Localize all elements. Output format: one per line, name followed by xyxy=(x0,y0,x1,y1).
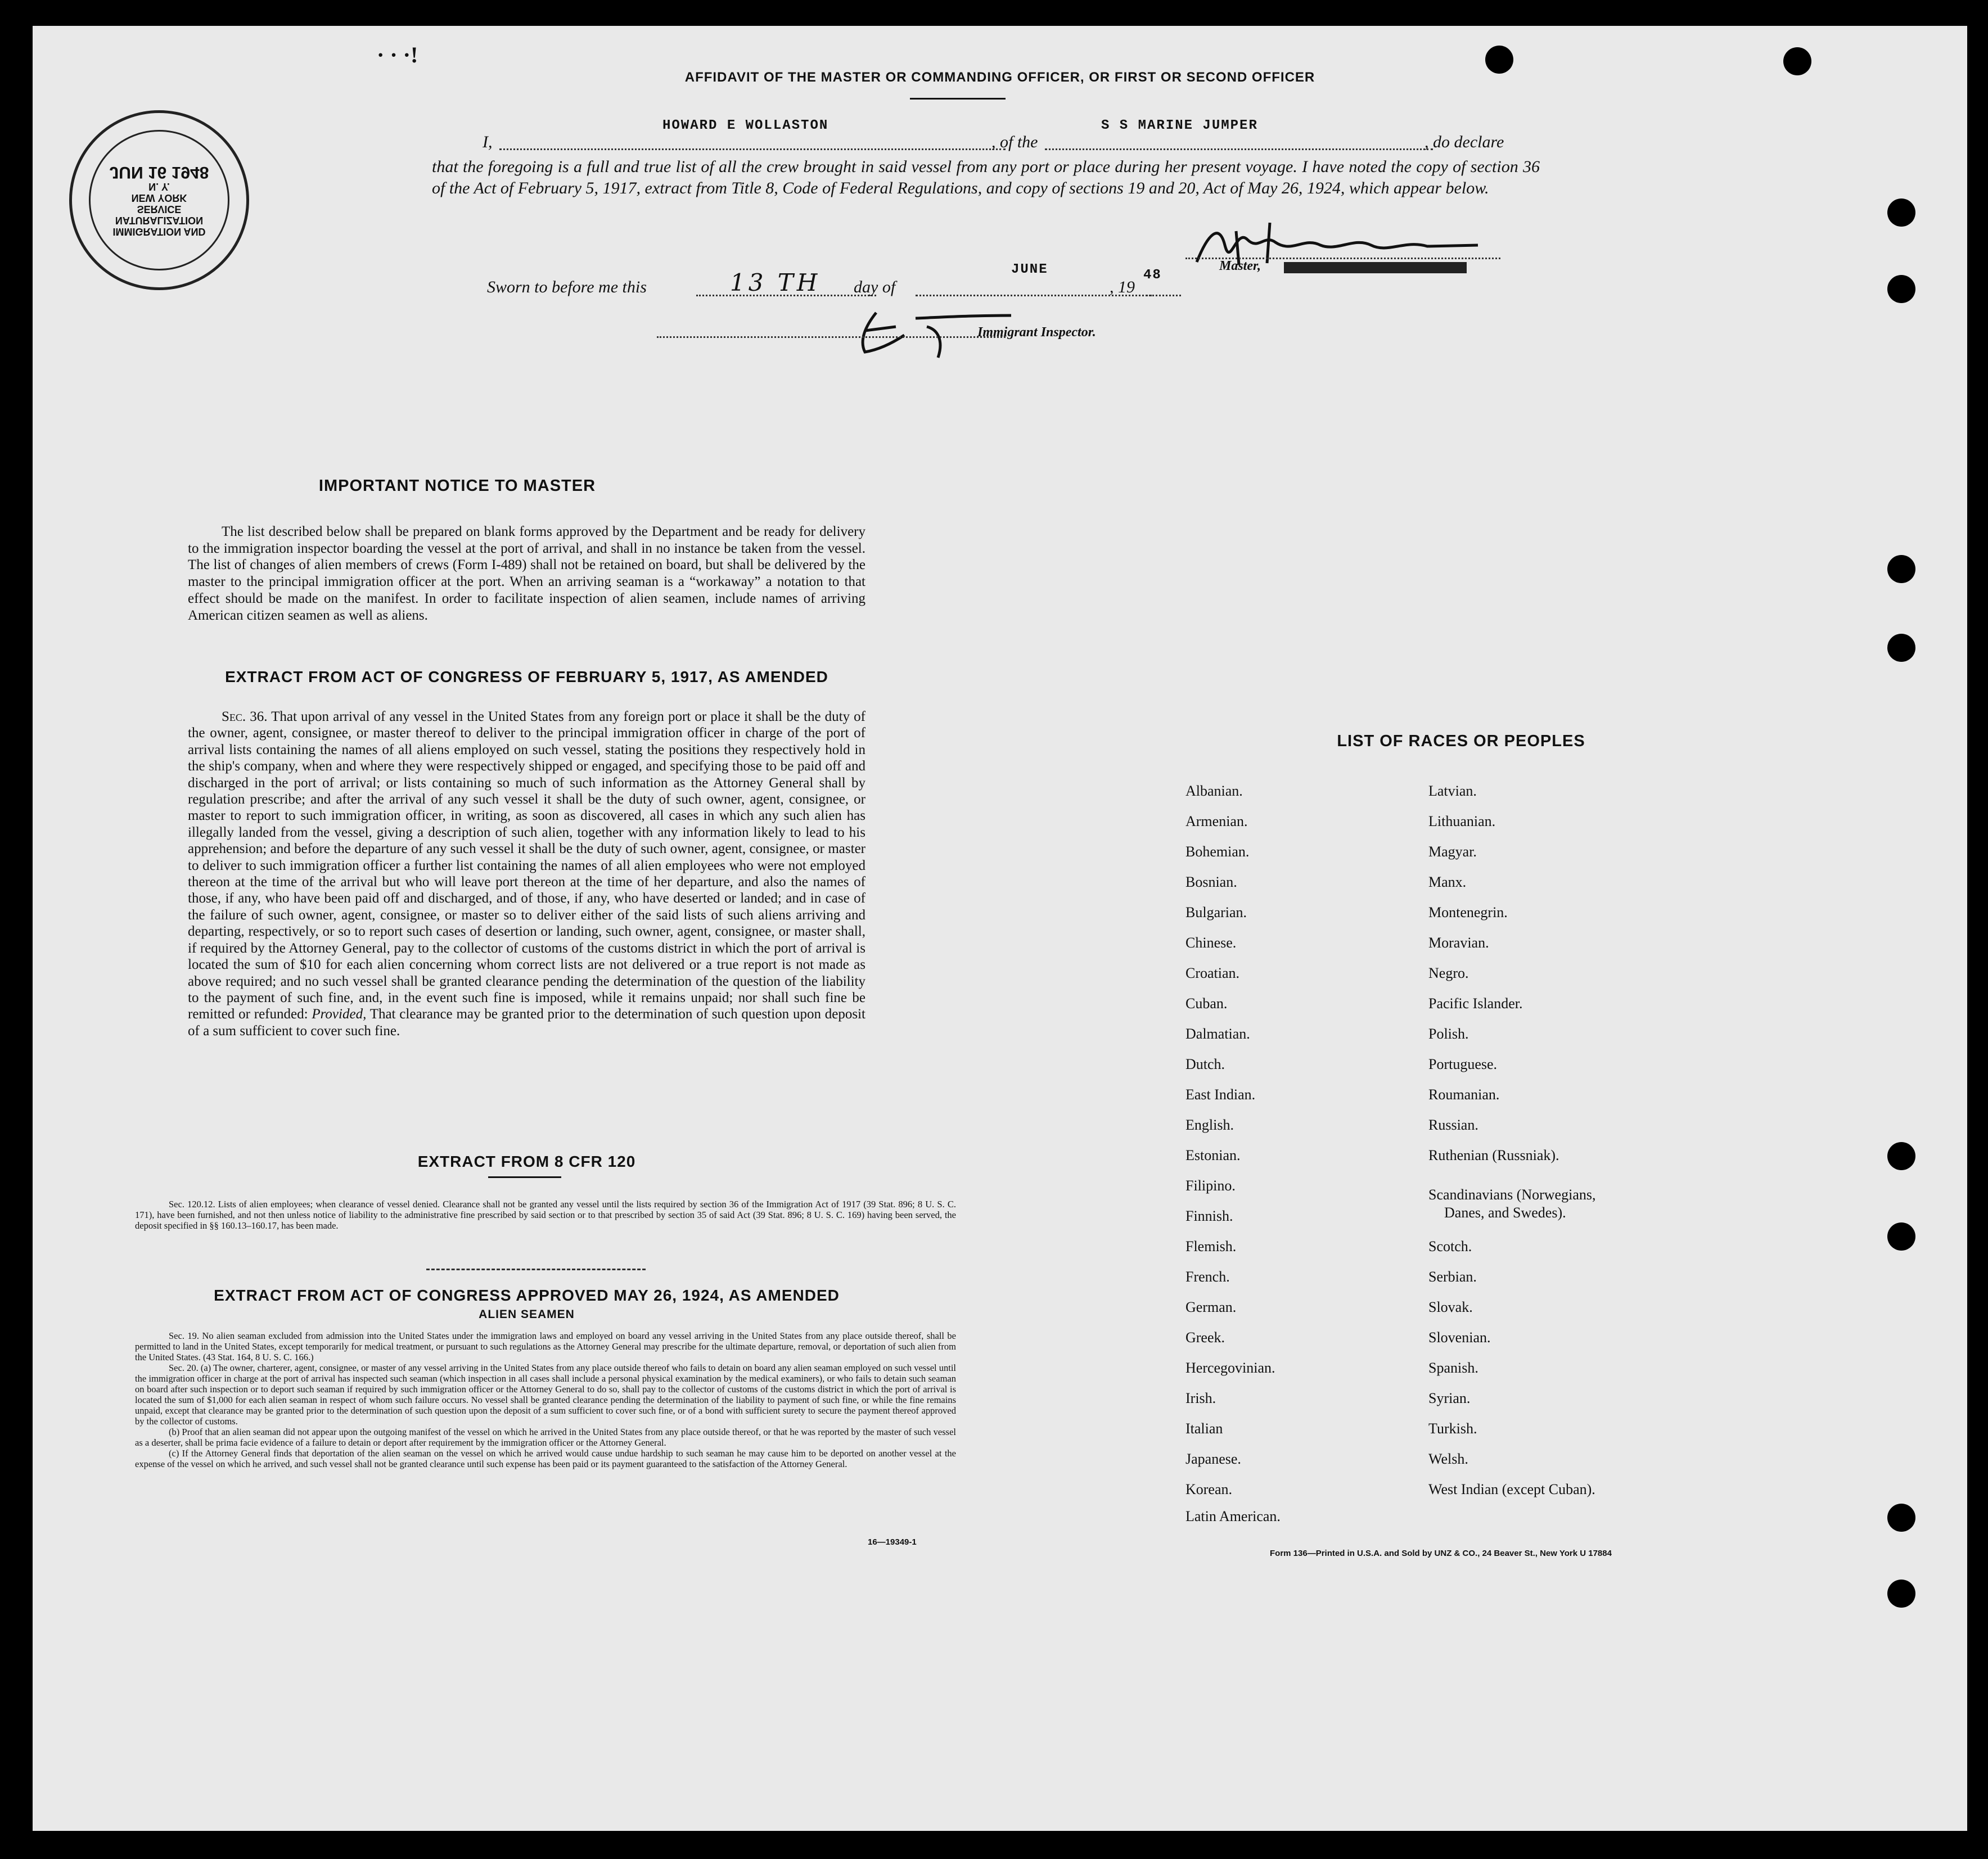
race-item: Welsh. xyxy=(1428,1451,1468,1467)
sworn-month: JUNE xyxy=(1011,262,1048,277)
race-item: Filipino. xyxy=(1185,1177,1236,1194)
stamp-line-2: NATURALIZATION xyxy=(115,215,204,226)
race-item: Spanish. xyxy=(1428,1360,1478,1376)
stamp-line-5: N. Y. xyxy=(148,181,170,192)
race-item: Serbian. xyxy=(1428,1269,1477,1285)
extract-1924-title: EXTRACT FROM ACT OF CONGRESS APPROVED MAY 26, 1924, AS AMENDED xyxy=(214,1287,840,1304)
master-label: Master, xyxy=(1219,259,1261,273)
stamp-line-4: NEW YORK xyxy=(131,192,187,204)
race-item: Bosnian. xyxy=(1185,874,1237,890)
sworn-day: 13 TH xyxy=(730,269,821,296)
cfr-body: Sec. 120.12. Lists of alien employees; when clearance of vessel denied. Clearance shall not be granted any vessel until the lists required by section 36 of the Immigration Act of 1917 (39 Stat. 896; 8 U. S. C. 171), have been furnished, and not then unless notice of liability to the administrative fine prescribed by said section or to that prescribed by section 35 of said Act (39 Stat. 896; 8 U. S. C. 169) having been served, the deposit specified in §§ 160.13–160.17, has been made. xyxy=(135,1199,956,1231)
punch-hole xyxy=(1887,275,1915,303)
sec-36-text: That upon arrival of any vessel in the United States from any foreign port or place it shall be the duty of the owner, agent, consignee, or master thereof to deliver to the principal immigration officer in charge of the port of arrival lists containing the names of all aliens employed on such vessel, stating the positions they respectively hold in the ship's company, when and where they were respectively shipped or engaged, and specifying those to be paid off and discharged in the port of arrival; or lists containing so much of such information as the Attorney General shall by regulation prescribe; and after the arrival of any such vessel it shall be the duty of such owner, agent, consignee, or master to report to such immigration officer, in writing, as soon as discovered, all cases in which any such alien has illegally landed from the vessel, giving a description of such alien, together with any information likely to lead to his apprehension; and before the departure of any such vessel it shall be the duty of such owner, agent, consignee, or master to deliver to such immigration officer a further list containing the names of all alien employees who were not employed thereon at the time of the arrival but who will leave port thereon at the time of her departure, and also the names of those, if any, who have been paid off and discharged, and of those, if any, who have deserted or landed; and in case of the failure of such owner, agent, consignee, or master so to deliver either of the said lists of such aliens arriving and departing, respectively, or so to report such cases of desertion or landing, such owner, agent, consignee, or master shall, if required by the Attorney General, pay to the collector of customs of the customs district in which the port of arrival is located the sum of $10 for each alien concerning whom correct lists are not delivered or a true report is not made as above required; and no such vessel shall be granted clearance pending the determination of the question of the liability to the payment of such fine, and, in the event such fine is imposed, while it remains unpaid; nor shall such fine be remitted or refunded: xyxy=(188,709,865,1022)
day-of-text: day of xyxy=(854,278,896,296)
punch-hole xyxy=(1887,1222,1915,1251)
master-name: HOWARD E WOLLASTON xyxy=(662,118,829,133)
notice-title: IMPORTANT NOTICE TO MASTER xyxy=(318,477,596,495)
race-item: Bohemian. xyxy=(1185,843,1250,860)
race-item: Negro. xyxy=(1428,965,1469,981)
sec-20c: (c) If the Attorney General finds that deportation of the alien seaman on the vessel on which he arrived would cause undue hardship to such seaman he may cause him to be deported on another vessel at the expense of the vessel on which he arrived, and such vessel shall not be granted clearance until such expense has been paid or its payment guaranteed to the satisfaction of the Attorney General. xyxy=(135,1448,956,1469)
ink-speck: · · ·! xyxy=(377,42,418,67)
stamp-date: JUN 16 1948 xyxy=(109,163,209,182)
sec-20a: Sec. 20. (a) The owner, charterer, agent, consignee, or master of any vessel arriving in the United States from any place outside thereof who fails to detain on board any alien seaman employed on such vessel until the immigration officer in charge at the port of arrival has inspected such seaman (which inspection in all cases shall include a personal physical examination by the medical examiners), or who fails to detain such seaman on board after such inspection or to deport such seaman if required by such immigration officer or the Attorney General to do so, shall pay to the collector of customs of the customs district in which the port of arrival is located the sum of $1,000 for each alien seaman in respect of whom such failure occurs. No vessel shall be granted clearance pending the determination of the liability to payment of such fine, or while the fine remains unpaid, except that clearance may be granted prior to the determination of such question upon the deposit of a sum sufficient to cover such fine, or of a bond with sufficient surety to secure the payment thereof approved by the collector of customs. xyxy=(135,1362,956,1427)
race-item: Manx. xyxy=(1428,874,1467,890)
form-code: 16—19349-1 xyxy=(868,1537,917,1547)
race-item: Roumanian. xyxy=(1428,1086,1500,1103)
sec-20b: (b) Proof that an alien seaman did not appear upon the outgoing manifest of the vessel on which he arrived in the United States from any place outside thereof, or that he was reported by the master of such vessel as a deserter, shall be prima facie evidence of a failure to detain or deport after requirement by the immigration officer or the Attorney General. xyxy=(135,1427,956,1448)
affidavit-body: that the foregoing is a full and true list of all the crew brought in said vessel from any port or place during her present voyage. I have noted the copy of section 36 of the Act of February 5, 1917, extract from Title 8, Code of Federal Regulations, and copy of sections 19 and 20, Act of May 26, 1924, which appear below. xyxy=(432,157,1540,197)
punch-hole xyxy=(1887,1142,1915,1170)
stamp-line-3: SERVICE xyxy=(137,204,182,215)
punch-hole xyxy=(1887,198,1915,227)
race-item: Portuguese. xyxy=(1428,1056,1498,1072)
vessel-line xyxy=(1045,148,1433,150)
punch-hole xyxy=(1887,1580,1915,1608)
extract-1917-title: EXTRACT FROM ACT OF CONGRESS OF FEBRUARY 5, 1917, AS AMENDED xyxy=(225,668,828,685)
extract-1924-subtitle: ALIEN SEAMEN xyxy=(479,1308,575,1321)
sec-19: Sec. 19. No alien seaman excluded from admission into the United States under the immigration laws and employed on board any vessel arriving in the United States from any place outside thereof, shall be permitted to land in the United States, except temporarily for medical treatment, or pursuant to such regulations as the Attorney General may prescribe for the ultimate departure, removal, or deportation of such alien from the United States. (43 Stat. 164, 8 U. S. C. 166.) xyxy=(135,1330,956,1362)
notice-body: The list described below shall be prepared on blank forms approved by the Department and be ready for delivery to the immigration inspector boarding the vessel at the port of arrival, and shall in no instance be taken from the vessel. The list of changes of alien members of crews (Form I-489) shall not be retained on board, but shall be delivered by the master to the principal immigration officer at the port. When an arriving seaman is a “workaway” a notation to that effect should be made on the manifest. In order to facilitate inspection of alien seamen, include names of arriving American citizen seamen as well as aliens. xyxy=(188,524,865,623)
race-item: Turkish. xyxy=(1428,1420,1477,1437)
race-item: Ruthenian (Russniak). xyxy=(1428,1147,1559,1163)
name-line xyxy=(499,148,1006,150)
inspector-signature-line xyxy=(657,336,1006,338)
extract-1924-body xyxy=(135,1330,956,1469)
race-item: East Indian. xyxy=(1185,1086,1256,1103)
punch-hole xyxy=(1887,555,1915,583)
race-item: Italian xyxy=(1185,1420,1223,1437)
sworn-year: 48 xyxy=(1143,268,1162,283)
of-the-text: , of the xyxy=(991,133,1038,151)
race-item: Bulgarian. xyxy=(1185,904,1247,921)
year-prefix: , 19 xyxy=(1110,278,1135,296)
punch-hole xyxy=(1887,1504,1915,1532)
race-item: Albanian. xyxy=(1185,783,1243,799)
punch-hole xyxy=(1783,47,1811,75)
race-item: Pacific Islander. xyxy=(1428,995,1523,1012)
title-rule xyxy=(910,98,1006,100)
race-item: Estonian. xyxy=(1185,1147,1241,1163)
race-item: Korean. xyxy=(1185,1481,1233,1497)
affidavit-title: AFFIDAVIT OF THE MASTER OR COMMANDING OFFICER, OR FIRST OR SECOND OFFICER xyxy=(684,70,1315,85)
race-item: Irish. xyxy=(1185,1390,1216,1406)
race-item: Hercegovinian. xyxy=(1185,1360,1275,1376)
race-item: Scotch. xyxy=(1428,1238,1472,1255)
race-item: Polish. xyxy=(1428,1026,1469,1042)
punch-hole xyxy=(1887,634,1915,662)
race-item: Moravian. xyxy=(1428,935,1489,951)
document-page xyxy=(33,26,1967,1831)
race-item: French. xyxy=(1185,1269,1230,1285)
vessel-name: S S MARINE JUMPER xyxy=(1101,118,1258,133)
sec-36-end: That clearance may be granted prior to the determination of such question upon deposit of a sum sufficient to cover such fine. xyxy=(188,1007,865,1039)
race-item: Magyar. xyxy=(1428,843,1477,860)
race-item: Latin American. xyxy=(1185,1508,1281,1524)
cfr-title: EXTRACT FROM 8 CFR 120 xyxy=(417,1153,636,1170)
date-stamp xyxy=(69,110,249,290)
race-item: Slovenian. xyxy=(1428,1329,1491,1346)
race-item: German. xyxy=(1185,1299,1237,1315)
cfr-rule xyxy=(488,1176,561,1178)
race-item: Lithuanian. xyxy=(1428,813,1496,829)
race-item: Danes, and Swedes). xyxy=(1444,1204,1566,1221)
race-item: Montenegrin. xyxy=(1428,904,1508,921)
extract-1917-body xyxy=(188,709,865,1039)
section-divider xyxy=(426,1269,646,1270)
race-item: Flemish. xyxy=(1185,1238,1237,1255)
race-item: Syrian. xyxy=(1428,1390,1471,1406)
sworn-year-line xyxy=(1146,295,1181,296)
inspector-label: Immigrant Inspector. xyxy=(977,325,1096,340)
race-item: Finnish. xyxy=(1185,1208,1233,1224)
race-item: Russian. xyxy=(1428,1117,1478,1133)
race-item: Japanese. xyxy=(1185,1451,1241,1467)
struck-out-title xyxy=(1284,262,1467,273)
sec-36-label: Sec. 36. xyxy=(222,709,268,724)
race-item: Slovak. xyxy=(1428,1299,1473,1315)
race-item: Armenian. xyxy=(1185,813,1248,829)
race-item: Greek. xyxy=(1185,1329,1225,1346)
do-declare-text: , do declare xyxy=(1424,133,1504,151)
punch-hole xyxy=(1485,46,1513,74)
printer-footer: Form 136—Printed in U.S.A. and Sold by UNZ & CO., 24 Beaver St., New York U 17884 xyxy=(1270,1549,1612,1558)
race-item: English. xyxy=(1185,1117,1234,1133)
prefix-i: I, xyxy=(483,133,493,151)
race-item: Dalmatian. xyxy=(1185,1026,1250,1042)
race-item: Chinese. xyxy=(1185,935,1237,951)
race-item: Croatian. xyxy=(1185,965,1240,981)
race-item: Dutch. xyxy=(1185,1056,1225,1072)
sworn-prefix: Sworn to before me this xyxy=(487,278,647,296)
race-item: West Indian (except Cuban). xyxy=(1428,1481,1595,1497)
race-item: Latvian. xyxy=(1428,783,1477,799)
races-title: LIST OF RACES OR PEOPLES xyxy=(1337,732,1585,750)
provided-text: Provided, xyxy=(312,1007,367,1022)
race-item: Scandinavians (Norwegians, xyxy=(1428,1186,1596,1203)
stamp-line-1: IMMIGRATION AND xyxy=(112,226,206,237)
race-item: Cuban. xyxy=(1185,995,1228,1012)
